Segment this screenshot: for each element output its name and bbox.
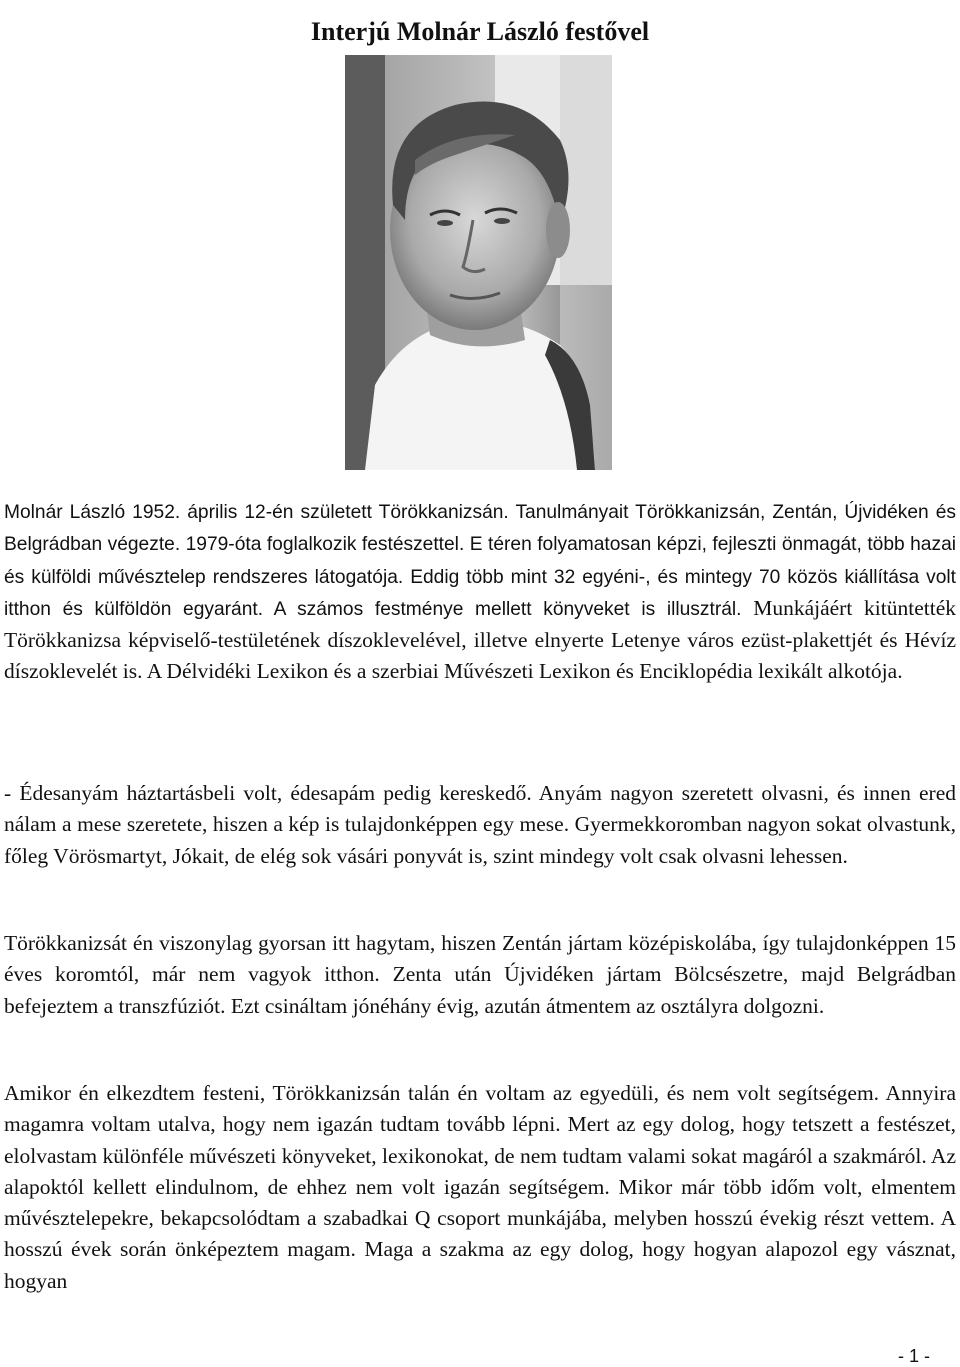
page-number: - 1 - xyxy=(897,1346,930,1366)
intro-sans-text: Molnár László 1952. április 12-én született Törökkanizsán. Tanulmányait Törökkanizsán, Zentán, Újvidéken és Belgrádban végezte. 1979-óta foglalkozik festészettel. E téren folyamatosan képzi, fejleszti önmagát, több hazai és külföldi művésztelep rendszeres látogatója. Eddig több mint 32 egyéni-, és mintegy 70 közös kiállítása volt itthon és külföldön egyaránt. A számos festménye mellett könyveket is illusztrál. xyxy=(4,502,956,620)
page-title: Interjú Molnár László festővel xyxy=(310,17,650,47)
portrait-photo xyxy=(345,55,612,470)
intro-paragraph xyxy=(4,496,956,688)
body-paragraph: Amikor én elkezdtem festeni, Törökkanizsán talán én voltam az egyedüli, és nem volt segítségem. Annyira magamra voltam utalva, hogy nem igazán tudtam tovább lépni. Mert az egy dolog, hogy tetszett a festészet, elolvastam különféle művészeti könyveket, lexikonokat, de nem tudtam valami sokat magáról a szakmáról. Az alapoktól kellett elindulnom, de ehhez nem volt igazán segítségem. Mikor már több időm volt, elmentem művésztelepekre, bekapcsolódtam a szabadkai Q csoport munkájába, melyben hosszú évekig részt vettem. A hosszú évek során önképeztem magam. Maga a szakma az egy dolog, hogy hogyan alapozol egy vásznat, hogyan xyxy=(4,1081,956,1293)
body-paragraph: Törökkanizsát én viszonylag gyorsan itt hagytam, hiszen Zentán jártam középiskolába, így tulajdonképpen 15 éves koromtól, már nem vagyok itthon. Zenta után Újvidéken jártam Bölcsészetre, majd Belgrádban befejeztem a transzfúziót. Ezt csináltam jónéhány évig, azután átmentem az osztályra dolgozni. xyxy=(4,931,956,1018)
intro-serif-text: Munkájáért kitüntették Törökkanizsa képviselő-testületének díszoklevelével, illetve elnyerte Letenye város ezüst-plakettjét és Hévíz díszoklevelét is. A Délvidéki Lexikon és a szerbiai Művészeti Lexikon és Enciklopédia lexikált alkotója. xyxy=(4,595,956,684)
portrait-illustration xyxy=(345,55,612,470)
body-paragraph: - Édesanyám háztartásbeli volt, édesapám pedig kereskedő. Anyám nagyon szeretett olvasni, és innen ered nálam a mese szeretete, hiszen a kép is tulajdonképpen egy mese. Gyermekkoromban nagyon sokat olvastunk, főleg Vörösmartyt, Jókait, de elég sok vásári ponyvát is, szint mindegy volt csak olvasni lehessen. xyxy=(4,781,956,868)
